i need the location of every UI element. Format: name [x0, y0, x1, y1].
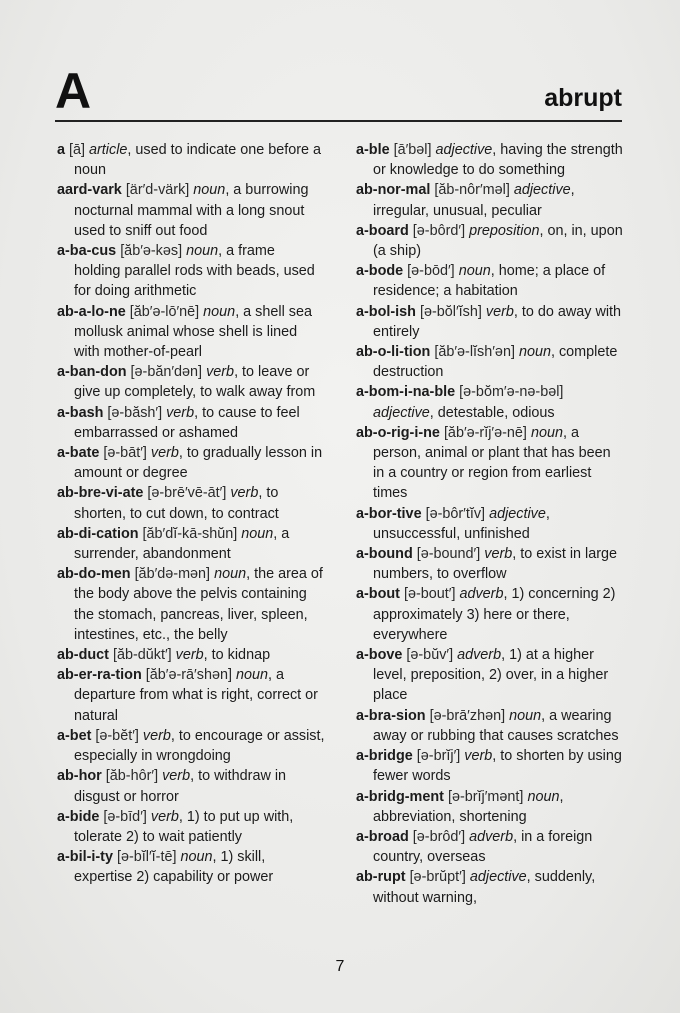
dictionary-entry: [57, 665, 325, 726]
headword: a-ble: [356, 142, 390, 158]
dictionary-entry: [57, 726, 325, 766]
part-of-speech: adjective: [435, 142, 493, 158]
headword: a-bate: [57, 445, 100, 462]
headword: a-bra-sion: [356, 707, 426, 724]
pronunciation: [ə-bôr′tĭv]: [425, 505, 486, 522]
pronunciation: [ə-brĭj′mənt]: [447, 788, 524, 805]
dictionary-entry: [57, 302, 325, 363]
definition: , unsuccessful, unfinished: [373, 505, 550, 542]
part-of-speech: noun: [180, 849, 213, 866]
page-number: 7: [335, 958, 345, 975]
headword: a-bide: [57, 808, 100, 825]
pronunciation: [ə-brŭpt′]: [409, 869, 466, 886]
dictionary-entry: [356, 342, 624, 382]
pronunciation: [ə-băn′dən]: [130, 364, 203, 381]
dictionary-entry: [57, 241, 325, 302]
part-of-speech: noun: [518, 344, 551, 361]
definition: , a surrender, abandonment: [74, 525, 290, 563]
definition: , a person, animal or plant that has been in a country or region from earliest times: [373, 424, 611, 502]
headword: ab-o-li-tion: [356, 344, 431, 361]
part-of-speech: adverb: [459, 586, 504, 603]
definition: , home; a place of residence; a habitation: [373, 263, 606, 300]
dictionary-entry: [356, 827, 624, 867]
headword: ab-a-lo-ne: [57, 303, 126, 320]
headword: a-bout: [356, 586, 400, 603]
dictionary-entry: [356, 645, 624, 706]
headword: a-bor-tive: [356, 505, 422, 522]
dictionary-entry: [356, 221, 624, 261]
part-of-speech: noun: [527, 788, 560, 805]
definition: , to shorten by using fewer words: [373, 748, 622, 785]
dictionary-entry: [57, 443, 325, 483]
right-column: [356, 140, 624, 908]
dictionary-entry: [57, 403, 325, 443]
definition: , 1) to put up with, tolerate 2) to wait patiently: [74, 808, 294, 845]
definition: , to do away with entirely: [373, 303, 622, 340]
dictionary-entry: [57, 140, 325, 180]
pronunciation: [ăb′ə-lĭsh′ən]: [434, 344, 515, 361]
dictionary-entry: [57, 766, 325, 806]
part-of-speech: noun: [214, 566, 247, 583]
dictionary-entry: [57, 847, 325, 887]
dictionary-entry: [356, 867, 624, 907]
part-of-speech: verb: [485, 303, 514, 320]
definition: , to kidnap: [203, 647, 271, 664]
pronunciation: [ə-brē′vē-āt′]: [147, 485, 227, 502]
headword: a-bridge: [356, 748, 413, 765]
dictionary-entry: [356, 706, 624, 746]
part-of-speech: verb: [464, 748, 493, 765]
headword: a-bove: [356, 647, 403, 664]
pronunciation: [ə-bŭv′]: [406, 647, 454, 664]
definition: , 1) skill, expertise 2) capability or power: [74, 849, 274, 886]
part-of-speech: verb: [150, 808, 179, 825]
headword: a-bil-i-ty: [57, 849, 113, 866]
part-of-speech: adverb: [457, 647, 502, 664]
headword: ab-di-cation: [57, 525, 139, 542]
part-of-speech: noun: [193, 182, 226, 199]
part-of-speech: adjective: [373, 404, 430, 421]
dictionary-entry: [356, 787, 624, 827]
pronunciation: [ə-băsh′]: [107, 404, 163, 421]
dictionary-entry: [57, 483, 325, 523]
definition: , a shell sea mollusk animal whose shell is lined with mother-of-pearl: [74, 303, 312, 361]
part-of-speech: noun: [241, 525, 274, 542]
definition: , a frame holding parallel rods with beads, used for doing arithmetic: [74, 243, 315, 300]
definition: , to gradually lesson in amount or degree: [74, 445, 323, 482]
headword: a-bet: [57, 727, 92, 744]
part-of-speech: verb: [166, 404, 195, 421]
headword: aard-vark: [57, 182, 122, 199]
headword: a-bridg-ment: [356, 788, 444, 805]
part-of-speech: noun: [509, 707, 542, 724]
definition: , the area of the body above the pelvis containing the stomach, pancreas, liver, spleen, intestines, etc., the belly: [74, 566, 323, 643]
dictionary-entry: [356, 180, 624, 220]
pronunciation: [ə-bôrd′]: [412, 222, 466, 239]
definition: , a departure from what is right, correct or natural: [74, 667, 318, 724]
definition: , a burrowing nocturnal mammal with a long snout used to sniff out food: [74, 182, 309, 239]
pronunciation: [ăb-hôr′]: [105, 768, 159, 785]
part-of-speech: adjective: [469, 869, 527, 886]
definition: , in a foreign country, overseas: [373, 828, 593, 866]
headword: a-bound: [356, 546, 413, 563]
pronunciation: [ə-brôd′]: [412, 828, 466, 845]
part-of-speech: noun: [530, 424, 563, 441]
definition: , to cause to feel embarrassed or ashamed: [74, 404, 300, 441]
part-of-speech: noun: [203, 303, 236, 320]
part-of-speech: verb: [484, 546, 513, 563]
dictionary-entry: [57, 564, 325, 645]
definition: , detestable, odious: [429, 404, 555, 421]
headword: a-bode: [356, 263, 404, 280]
pronunciation: [ā′bəl]: [393, 142, 432, 158]
part-of-speech: verb: [206, 364, 235, 381]
dictionary-entry: [356, 746, 624, 786]
dictionary-entry: [57, 807, 325, 847]
pronunciation: [ə-bŏm′ə-nə-bəl]: [459, 384, 564, 401]
part-of-speech: noun: [235, 667, 268, 684]
part-of-speech: adverb: [469, 828, 514, 845]
pronunciation: [ăb′ə-kəs]: [120, 243, 183, 260]
pronunciation: [ăb′dĭ-kā-shŭn]: [142, 525, 238, 542]
headword: ab-nor-mal: [356, 182, 431, 199]
definition: , 1) concerning 2) approximately 3) here or there, everywhere: [373, 586, 616, 643]
headword: a-broad: [356, 828, 409, 845]
part-of-speech: adjective: [489, 505, 546, 522]
part-of-speech: article: [89, 142, 128, 158]
part-of-speech: verb: [162, 768, 191, 785]
part-of-speech: adjective: [513, 182, 571, 199]
pronunciation: [är′d-värk]: [125, 182, 190, 199]
pronunciation: [ăb′ə-rā′shən]: [145, 667, 232, 684]
pronunciation: [ə-bīd′]: [103, 808, 147, 825]
dictionary-entry: [356, 140, 624, 180]
headword: ab-o-rig-i-ne: [356, 424, 440, 441]
dictionary-entry: [356, 544, 624, 584]
pronunciation: [ə-bŏl′ĭsh]: [419, 303, 482, 320]
pronunciation: [ə-brĭj′]: [416, 748, 461, 765]
section-letter: A: [55, 63, 92, 119]
pronunciation: [ə-bōd′]: [407, 263, 455, 280]
headword: a-ba-cus: [57, 243, 117, 260]
part-of-speech: noun: [186, 243, 219, 260]
dictionary-entry: [57, 645, 325, 665]
definition: , to leave or give up completely, to walk away from: [74, 364, 316, 401]
part-of-speech: preposition: [469, 222, 540, 239]
headword: a-board: [356, 222, 409, 239]
pronunciation: [ə-brā′zhən]: [429, 707, 506, 724]
part-of-speech: verb: [150, 445, 179, 462]
definition: , abbreviation, shortening: [373, 788, 564, 825]
definition: , to exist in large numbers, to overflow: [373, 546, 618, 583]
dictionary-entry: [356, 302, 624, 342]
pronunciation: [ā]: [69, 142, 86, 158]
headword: a: [57, 142, 66, 158]
part-of-speech: verb: [142, 727, 171, 744]
headword: ab-bre-vi-ate: [57, 485, 144, 502]
pronunciation: [ăb′ə-rĭj′ə-nē]: [443, 424, 527, 441]
dictionary-entry: [356, 504, 624, 544]
definition: , on, in, upon (a ship): [373, 222, 623, 260]
headword: ab-hor: [57, 768, 102, 785]
pronunciation: [ə-bĕt′]: [95, 727, 139, 744]
headword: a-ban-don: [57, 364, 127, 381]
left-column: [57, 140, 325, 888]
headword: a-bom-i-na-ble: [356, 384, 456, 401]
dictionary-entry: [57, 180, 325, 241]
definition: , a wearing away or rubbing that causes scratches: [373, 707, 619, 744]
headword: ab-er-ra-tion: [57, 667, 142, 684]
part-of-speech: noun: [458, 263, 491, 280]
guide-word: abrupt: [544, 84, 622, 112]
dictionary-entry: [57, 524, 325, 564]
header-rule: [55, 120, 622, 122]
part-of-speech: verb: [175, 647, 204, 664]
definition: , complete destruction: [373, 344, 618, 381]
definition: , having the strength or knowledge to do something: [373, 142, 623, 179]
dictionary-entry: [356, 261, 624, 301]
pronunciation: [ăb′ə-lō′nē]: [129, 303, 200, 320]
headword: ab-do-men: [57, 566, 131, 583]
pronunciation: [ăb-nôr′məl]: [434, 182, 510, 199]
pronunciation: [ə-bāt′]: [103, 445, 147, 462]
definition: , 1) at a higher level, preposition, 2) over, in a higher place: [373, 647, 609, 704]
definition: , to shorten, to cut down, to contract: [74, 485, 279, 522]
headword: a-bash: [57, 404, 104, 421]
part-of-speech: verb: [230, 485, 259, 502]
definition: , to withdraw in disgust or horror: [74, 768, 287, 805]
dictionary-entry: [356, 584, 624, 645]
pronunciation: [ə-bout′]: [403, 586, 456, 603]
definition: , irregular, unusual, peculiar: [373, 182, 575, 219]
pronunciation: [ăb-dŭkt′]: [112, 647, 172, 664]
dictionary-entry: [57, 362, 325, 402]
definition: , used to indicate one before a noun: [74, 142, 322, 179]
definition: , suddenly, without warning,: [373, 869, 596, 906]
definition: , to encourage or assist, especially in wrongdoing: [74, 727, 325, 765]
dictionary-entry: [356, 382, 624, 422]
headword: a-bol-ish: [356, 303, 416, 320]
pronunciation: [ăb′də-mən]: [134, 566, 211, 583]
headword: ab-rupt: [356, 869, 406, 886]
headword: ab-duct: [57, 647, 109, 664]
pronunciation: [ə-bound′]: [416, 546, 481, 563]
pronunciation: [ə-bĭl′ĭ-tē]: [116, 849, 177, 866]
dictionary-entry: [356, 423, 624, 504]
